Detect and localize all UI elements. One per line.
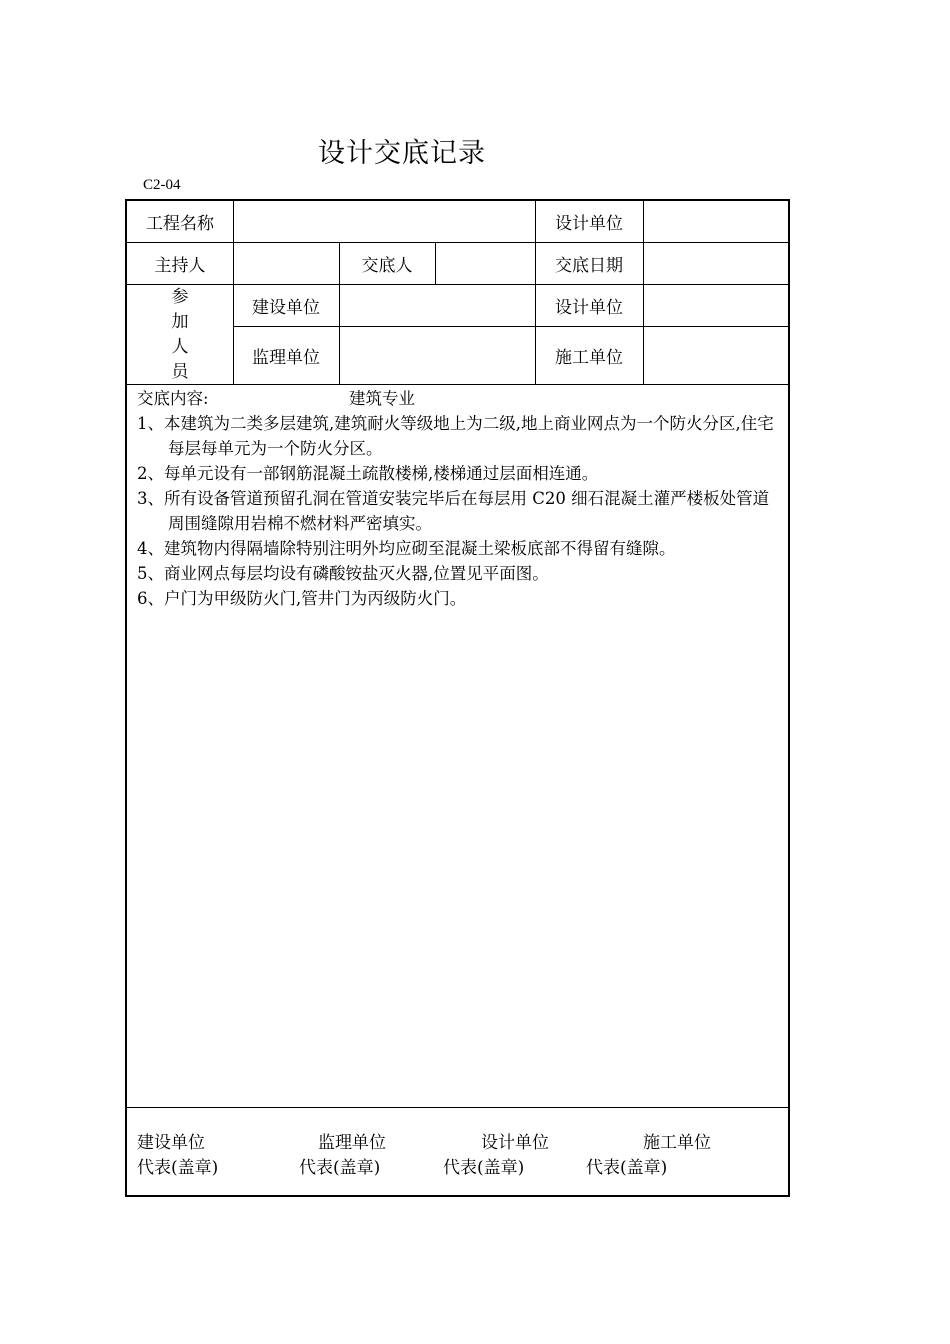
date-label: 交底日期 [555, 256, 623, 276]
design-unit-field[interactable] [644, 201, 788, 242]
contractor-unit-label: 施工单位 [555, 348, 623, 368]
content-item: 1、本建筑为二类多层建筑,建筑耐火等级地上为二级,地上商业网点为一个防火分区,住宅每层每单元为一个防火分区。 [137, 414, 774, 458]
participants-char: 员 [171, 362, 189, 382]
design-disclosure-form [125, 199, 790, 1197]
row-divider [127, 1107, 788, 1108]
participants-char: 加 [171, 312, 189, 332]
content-item: 5、商业网点每层均设有磷酸铵盐灭火器,位置见平面图。 [137, 564, 549, 583]
supervision-unit-label: 监理单位 [252, 348, 320, 368]
signature-rep-contractor[interactable]: 代表(盖章) [586, 1158, 668, 1178]
participants-label [127, 285, 233, 385]
host-field[interactable] [234, 243, 339, 284]
content-item: 6、户门为甲级防火门,管井门为丙级防火门。 [137, 589, 467, 608]
content-label: 交底内容: [137, 389, 209, 408]
signature-unit-construction: 建设单位 [137, 1133, 205, 1153]
participants-char: 参 [171, 287, 189, 307]
date-field[interactable] [644, 243, 788, 284]
contractor-unit-field[interactable] [644, 327, 788, 384]
content-header [137, 386, 780, 411]
construction-unit-label: 建设单位 [252, 298, 320, 318]
content-item: 2、每单元设有一部钢筋混凝土疏散楼梯,楼梯通过层面相连通。 [137, 464, 599, 483]
signature-unit-supervision: 监理单位 [318, 1133, 386, 1153]
design-unit-label: 设计单位 [555, 214, 623, 234]
content-item: 4、建筑物内得隔墙除特别注明外均应砌至混凝土梁板底部不得留有缝隙。 [137, 539, 676, 558]
presenter-field[interactable] [436, 243, 535, 284]
disclosure-content [137, 386, 780, 611]
specialty-label: 建筑专业 [349, 389, 415, 408]
content-item: 3、所有设备管道预留孔洞在管道安装完毕后在每层用 C20 细石混凝土灌严楼板处管道周围缝隙用岩棉不燃材料严密填实。 [137, 489, 770, 533]
participants-char: 人 [171, 337, 189, 357]
signature-unit-design: 设计单位 [481, 1133, 549, 1153]
host-label: 主持人 [154, 256, 206, 276]
signature-unit-contractor: 施工单位 [643, 1133, 711, 1153]
signature-rep-supervision[interactable]: 代表(盖章) [299, 1158, 381, 1178]
signature-rep-design[interactable]: 代表(盖章) [443, 1158, 525, 1178]
form-code: C2-04 [143, 177, 181, 193]
project-name-field[interactable] [234, 201, 535, 242]
supervision-unit-field[interactable] [340, 327, 535, 384]
project-name-label: 工程名称 [146, 214, 214, 234]
construction-unit-field[interactable] [340, 285, 535, 326]
design-unit2-label: 设计单位 [555, 298, 623, 318]
page-title: 设计交底记录 [318, 138, 486, 169]
presenter-label: 交底人 [361, 256, 413, 276]
signature-rep-construction[interactable]: 代表(盖章) [137, 1158, 219, 1178]
design-unit2-field[interactable] [644, 285, 788, 326]
